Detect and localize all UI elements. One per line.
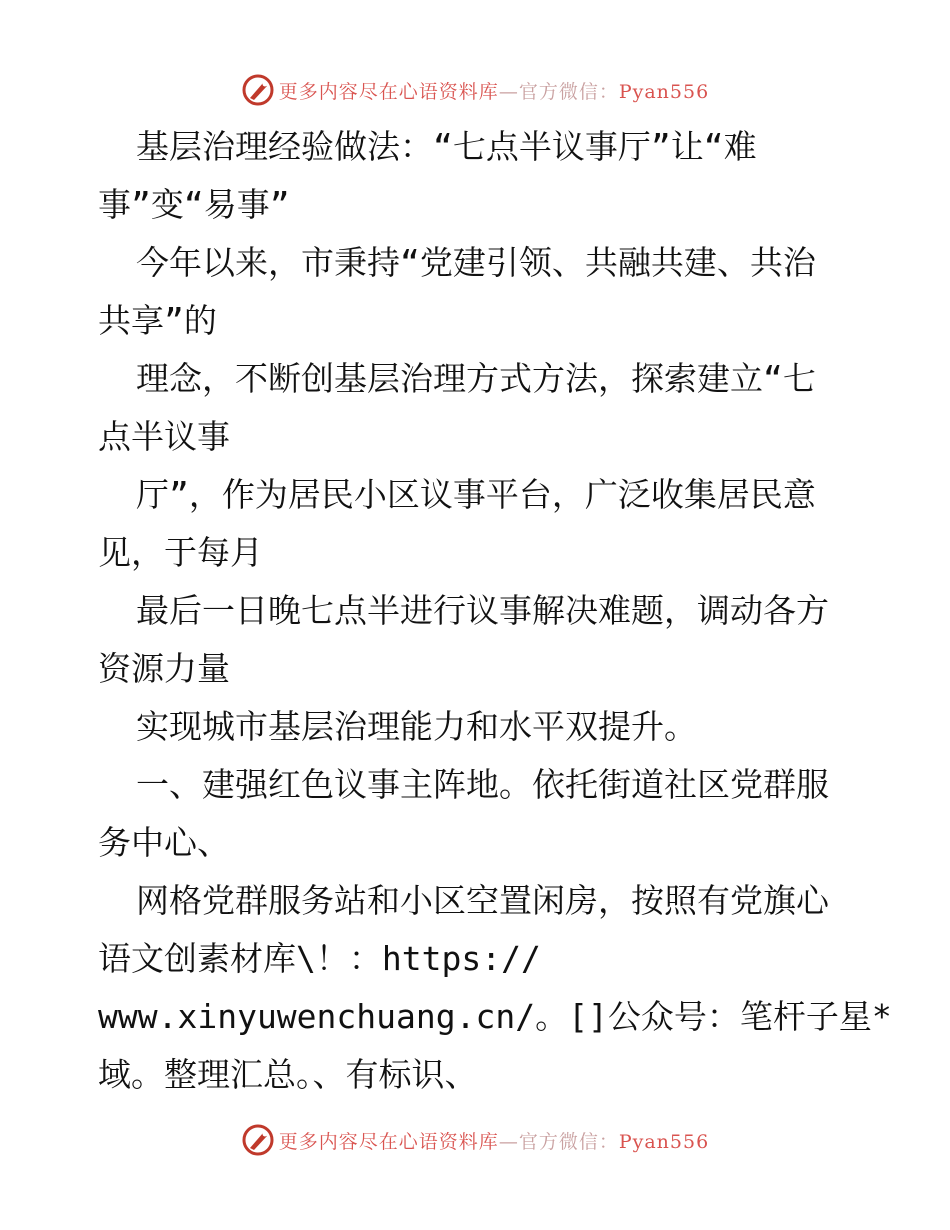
text-line: 今年以来，市秉持“党建引领、共融共建、共治 — [136, 243, 816, 282]
text-line: 共享”的 — [98, 301, 217, 340]
text-line: 域。整理汇总。、有标识、 — [98, 1055, 478, 1094]
text-line: 一、建强红色议事主阵地。依托街道社区党群服 — [136, 765, 829, 804]
text-line: 厅”，作为居民小区议事平台，广泛收集居民意 — [136, 475, 816, 514]
text-line: 网格党群服务站和小区空置闲房，按照有党旗心 — [136, 881, 829, 920]
watermark-wechat-label: 官方微信： — [518, 80, 619, 103]
watermark-dash: — — [498, 80, 519, 103]
text-line: 最后一日晚七点半进行议事解决难题，调动各方 — [136, 591, 829, 630]
watermark-wechat-id: Pyan556 — [618, 80, 710, 103]
text-line: 点半议事 — [98, 417, 230, 456]
watermark-main-text: 更多内容尽在心语资料库 — [278, 80, 499, 103]
text-line: 语文创素材库\！：https:// — [98, 939, 541, 978]
text-line: 理念，不断创基层治理方式方法，探索建立“七 — [136, 359, 816, 398]
watermark-dash: — — [498, 1130, 519, 1153]
watermark-wechat-label: 官方微信： — [518, 1130, 619, 1153]
pen-logo-icon — [241, 1123, 275, 1157]
header-watermark — [0, 70, 950, 110]
watermark-main-text: 更多内容尽在心语资料库 — [278, 1130, 499, 1153]
text-line: 务中心、 — [98, 823, 230, 862]
text-line: 资源力量 — [98, 649, 230, 688]
watermark-wechat-id: Pyan556 — [618, 1130, 710, 1153]
pen-logo-icon — [241, 73, 275, 107]
text-line: 基层治理经验做法：“七点半议事厅”让“难 — [136, 127, 757, 166]
footer-watermark — [0, 1120, 950, 1160]
text-line: 实现城市基层治理能力和水平双提升。 — [136, 707, 697, 746]
text-line: www.xinyuwenchuang.cn/。[]公众号：笔杆子星* — [98, 997, 892, 1036]
document-body — [98, 118, 892, 1104]
text-line: 见，于每月 — [98, 533, 263, 572]
text-line: 事”变“易事” — [98, 185, 290, 224]
